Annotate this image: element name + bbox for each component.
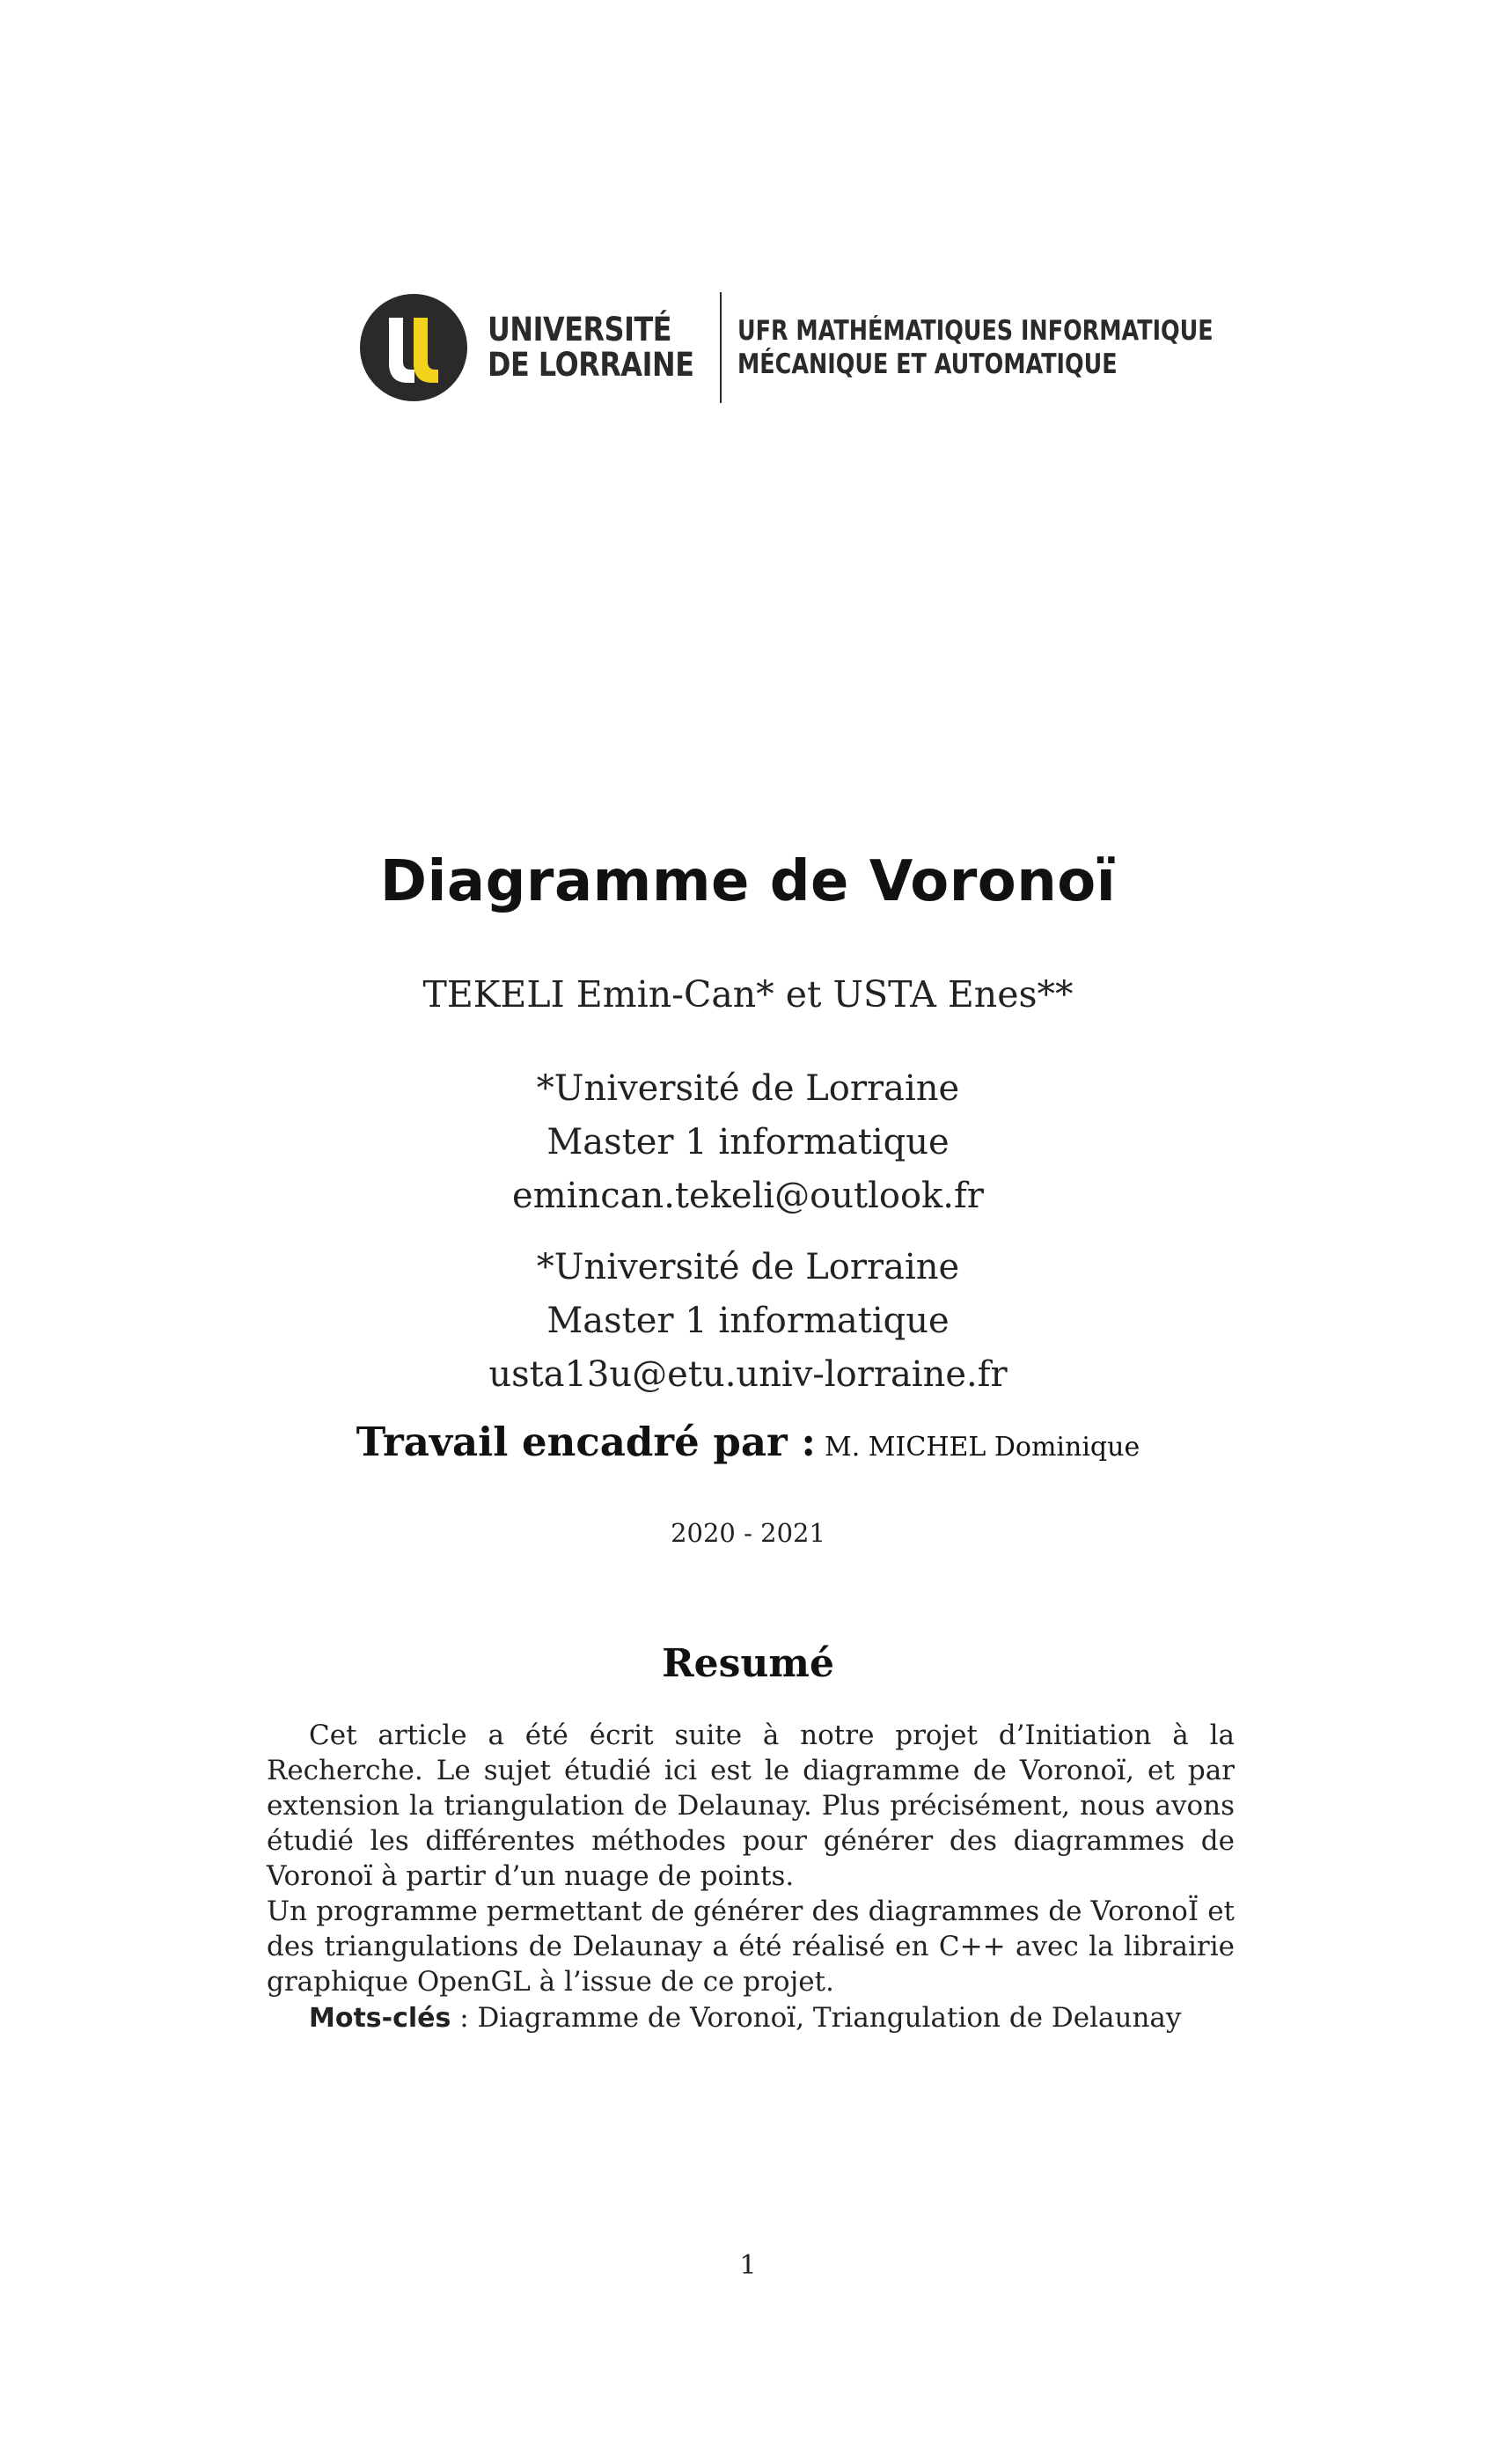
affiliation-email: usta13u@etu.univ-lorraine.fr bbox=[488, 1354, 1008, 1395]
affiliation-institution: *Université de Lorraine bbox=[536, 1068, 960, 1109]
university-name bbox=[488, 312, 692, 383]
affiliation-block bbox=[0, 1062, 1496, 1223]
affiliation-program: Master 1 informatique bbox=[546, 1122, 950, 1162]
abstract-body bbox=[267, 1718, 1235, 1999]
page-number: 1 bbox=[739, 2250, 757, 2281]
logo-divider bbox=[720, 292, 722, 403]
keywords-values: Diagramme de Voronoï, Triangulation de Delaunay bbox=[477, 2002, 1182, 2034]
affiliation-program: Master 1 informatique bbox=[546, 1301, 950, 1341]
supervisor-label: Travail encadré par : bbox=[356, 1419, 817, 1465]
keywords-line bbox=[309, 2002, 1181, 2034]
ufr-name-line2: MÉCANIQUE ET AUTOMATIQUE bbox=[737, 348, 1118, 380]
keywords-separator: : bbox=[451, 2002, 478, 2034]
university-logo bbox=[359, 290, 1317, 405]
universite-de-lorraine-logo-icon bbox=[359, 293, 468, 402]
abstract-paragraph: Cet article a été écrit suite à notre projet d’Initiation à la Recherche. Le sujet étudié ici est le diagramme de Voronoï, et par extension la triangulation de Delaunay. Plus précisément, nous avons étudié les différentes méthodes pour générer des diagrammes de Voronoï à partir d’un nuage de points. bbox=[267, 1720, 1235, 1892]
supervisor-line bbox=[0, 1419, 1496, 1465]
keywords-label: Mots-clés bbox=[309, 2003, 451, 2034]
authors-line: TEKELI Emin-Can* et USTA Enes** bbox=[422, 973, 1074, 1016]
affiliation-email: emincan.tekeli@outlook.fr bbox=[512, 1176, 984, 1216]
affiliation-block bbox=[0, 1241, 1496, 1402]
academic-year: 2020 - 2021 bbox=[671, 1518, 825, 1548]
ufr-name-line1: UFR MATHÉMATIQUES INFORMATIQUE bbox=[737, 315, 1214, 347]
abstract-heading: Resumé bbox=[662, 1641, 834, 1686]
paper-title: Diagramme de Voronoï bbox=[379, 849, 1117, 914]
ufr-name bbox=[737, 314, 1214, 381]
abstract-paragraph: Un programme permettant de générer des diagrammes de VoronoÏ et des triangulations de Delaunay a été réalisé en C++ avec la librairie graphique OpenGL à l’issue de ce projet. bbox=[267, 1896, 1235, 1998]
university-name-line1: UNIVERSITÉ bbox=[488, 311, 672, 348]
affiliation-institution: *Université de Lorraine bbox=[536, 1247, 960, 1287]
supervisor-name: M. MICHEL Dominique bbox=[825, 1432, 1140, 1463]
university-name-line2: DE LORRAINE bbox=[488, 346, 694, 384]
